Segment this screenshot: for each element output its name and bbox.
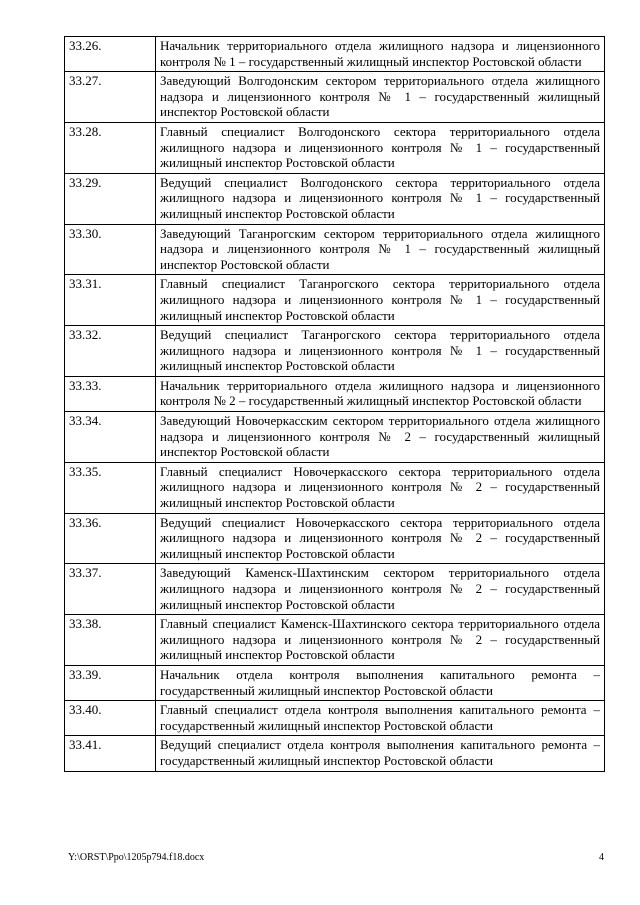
- row-number: 33.35.: [65, 462, 156, 513]
- table-row: [65, 275, 605, 326]
- row-position-text: Заведующий Волгодонским сектором территориального отдела жилищного надзора и лицензионного контроля № 1 – государственный жилищный инспектор Ростовской области: [156, 72, 605, 123]
- row-position-text: Главный специалист Каменск-Шахтинского сектора территориального отдела жилищного надзора и лицензионного контроля № 2 – государственный жилищный инспектор Ростовской области: [156, 615, 605, 666]
- row-position-text: Ведущий специалист Волгодонского сектора территориального отдела жилищного надзора и лицензионного контроля № 1 – государственный жилищный инспектор Ростовской области: [156, 173, 605, 224]
- table-row: [65, 173, 605, 224]
- row-position-text: Главный специалист Таганрогского сектора территориального отдела жилищного надзора и лицензионного контроля № 1 – государственный жилищный инспектор Ростовской области: [156, 275, 605, 326]
- table-row: [65, 701, 605, 736]
- row-number: 33.31.: [65, 275, 156, 326]
- positions-table: [64, 36, 605, 772]
- row-position-text: Главный специалист Волгодонского сектора территориального отдела жилищного надзора и лицензионного контроля № 1 – государственный жилищный инспектор Ростовской области: [156, 122, 605, 173]
- page-number: 4: [599, 852, 604, 863]
- row-position-text: Ведущий специалист Таганрогского сектора территориального отдела жилищного надзора и лицензионного контроля № 1 – государственный жилищный инспектор Ростовской области: [156, 326, 605, 377]
- row-number: 33.37.: [65, 564, 156, 615]
- row-number: 33.29.: [65, 173, 156, 224]
- row-position-text: Заведующий Таганрогским сектором территориального отдела жилищного надзора и лицензионного контроля № 1 – государственный жилищный инспектор Ростовской области: [156, 224, 605, 275]
- table-row: [65, 376, 605, 411]
- row-number: 33.32.: [65, 326, 156, 377]
- row-number: 33.41.: [65, 736, 156, 771]
- row-position-text: Главный специалист Новочеркасского сектора территориального отдела жилищного надзора и лицензионного контроля № 2 – государственный жилищный инспектор Ростовской области: [156, 462, 605, 513]
- table-row: [65, 72, 605, 123]
- row-number: 33.28.: [65, 122, 156, 173]
- row-number: 33.33.: [65, 376, 156, 411]
- table-row: [65, 564, 605, 615]
- row-number: 33.39.: [65, 665, 156, 700]
- row-number: 33.36.: [65, 513, 156, 564]
- table-row: [65, 37, 605, 72]
- table-row: [65, 462, 605, 513]
- row-position-text: Заведующий Каменск-Шахтинским сектором территориального отдела жилищного надзора и лицензионного контроля № 2 – государственный жилищный инспектор Ростовской области: [156, 564, 605, 615]
- row-position-text: Ведущий специалист Новочеркасского сектора территориального отдела жилищного надзора и лицензионного контроля № 2 – государственный жилищный инспектор Ростовской области: [156, 513, 605, 564]
- row-number: 33.34.: [65, 412, 156, 463]
- row-number: 33.40.: [65, 701, 156, 736]
- row-position-text: Ведущий специалист отдела контроля выполнения капитального ремонта – государственный жилищный инспектор Ростовской области: [156, 736, 605, 771]
- table-row: [65, 224, 605, 275]
- row-position-text: Начальник территориального отдела жилищного надзора и лицензионного контроля № 2 – государственный жилищный инспектор Ростовской области: [156, 376, 605, 411]
- row-position-text: Начальник отдела контроля выполнения капитального ремонта – государственный жилищный инспектор Ростовской области: [156, 665, 605, 700]
- page-footer: [68, 852, 604, 864]
- table-row: [65, 615, 605, 666]
- table-row: [65, 122, 605, 173]
- row-position-text: Заведующий Новочеркасским сектором территориального отдела жилищного надзора и лицензионного контроля № 2 – государственный жилищный инспектор Ростовской области: [156, 412, 605, 463]
- table-row: [65, 412, 605, 463]
- table-row: [65, 736, 605, 771]
- footer-file-path: Y:\ORST\Ppo\1205p794.f18.docx: [68, 852, 205, 863]
- row-number: 33.38.: [65, 615, 156, 666]
- row-position-text: Начальник территориального отдела жилищного надзора и лицензионного контроля № 1 – государственный жилищный инспектор Ростовской области: [156, 37, 605, 72]
- table-row: [65, 513, 605, 564]
- row-number: 33.30.: [65, 224, 156, 275]
- positions-table-body: [65, 37, 605, 772]
- row-number: 33.27.: [65, 72, 156, 123]
- row-number: 33.26.: [65, 37, 156, 72]
- table-row: [65, 326, 605, 377]
- table-row: [65, 665, 605, 700]
- row-position-text: Главный специалист отдела контроля выполнения капитального ремонта – государственный жилищный инспектор Ростовской области: [156, 701, 605, 736]
